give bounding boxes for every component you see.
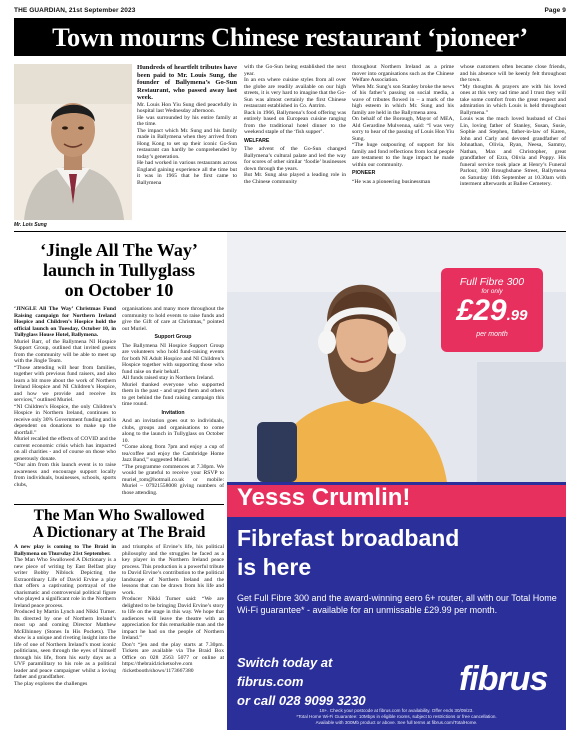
jingle-headline <box>14 240 224 300</box>
main-story-para: Mr. Louis Hon Yiu Sung died peacefully in hospital last Wednesday afternoon. <box>137 101 237 115</box>
jingle-para: The Ballymena NI Hospice Support Group are volunteers who hold fund-raising events for both NI Adult Hospice and NI Children’s Hospice together with supporting those who fund raise on their behalf. <box>122 342 224 375</box>
small-print-line: Available with 300Mb product or above. See full terms at fibrus.com/TotalHome. <box>315 720 478 725</box>
main-story-col4 <box>460 64 566 234</box>
main-story-para: Louis was the much loved husband of Choi Lin, loving father of Stanley, Susan, Susie, Sophie and Stephen, father-in-law of Karen, John and Carly and devoted grandfather of Johnathan, Olivia, Ryan, Neesa, Sammy, Nathan, Max and Christopher, great grandfather of Ezra, Olivia and Poppy. His funeral service took place at Henry’s Funeral Parlour, 100 Broughshane Street, Ballymena on Saturday 16th September at 10.30am with interment afterwards at Ballee Cemetery. <box>460 116 566 187</box>
main-story-lead: Hundreds of heartfelt tributes have been paid to Mr. Louis Sung, the founder of Ballymena’s Go-Sun Restaurant, who passed away last week. <box>137 64 237 102</box>
main-story-para: “The huge outpouring of support for his family and fond reflections from local people are testament to the huge impact he made within our community. <box>352 142 454 168</box>
jingle-para: “Come along from 7pm and enjoy a cup of tea/coffee and enjoy the Cambridge Home Jazz Band,” suggested Muriel. <box>122 444 224 463</box>
main-story-subhead: PIONEER <box>352 170 376 176</box>
main-story-col1 <box>137 64 237 234</box>
jingle-headline-line: on October 10 <box>64 280 174 300</box>
switch-phone: or call 028 9099 3230 <box>237 693 366 708</box>
price-for-only: for only <box>481 288 503 295</box>
small-print-line: 18+. Check your postcode at fibrus.com for availability. Offer ends 30/09/23. <box>319 708 474 713</box>
main-story-para: But Mr. Sung also played a leading role in the Chinese community <box>244 172 346 185</box>
braid-col-b <box>122 544 224 730</box>
braid-para: The play explores the challenges <box>14 680 88 687</box>
jingle-col-b <box>122 306 224 502</box>
price-amount <box>441 296 543 331</box>
jingle-para: “NI Children’s Hospice, the only Children’s Hospice in Northern Ireland, continues to receive only 30% Government funding and is dependent on donations to make up the shortfall.” <box>14 403 116 436</box>
main-story-para: He had worked in various restaurants across England gaining experience all the time but it was in 1965 that he first came to Ballymena <box>137 160 237 186</box>
braid-lead: A new play is coming to The Braid in Ballymena on Thursday 21st September. <box>14 544 116 557</box>
photo-caption: Mr. Lois Sung <box>14 222 47 228</box>
jingle-subhead: Support Group <box>154 334 192 340</box>
main-story-para: When Mr. Sung’s son Stanley broke the news of his father’s passing on social media, a wave of tributes flowed in – a mark of the high esteem in which Mr. Sung and his family are held in the Ballymena area. <box>352 83 454 116</box>
advert-body: Get Full Fibre 300 and the award-winning eero 6+ router, all with our Total Home Wi-Fi guarantee* - available for an unmissable £29.99 per month. <box>237 593 557 615</box>
masthead <box>14 7 566 17</box>
jingle-col-a <box>14 306 116 502</box>
price-product: Full Fibre 300 <box>459 276 525 288</box>
price-pounds: £29 <box>456 294 507 327</box>
jingle-para: Muriel thanked everyone who supported them in the past - and urged them and others to get behind the fund raising campaign this time round. <box>122 381 224 407</box>
small-print-line: *Total Home Wi-Fi Guarantee: 10Mbps in eligible rooms, subject to restrictions or free cancellation. <box>296 714 497 719</box>
fibrus-logo: fibrus <box>459 660 548 698</box>
main-story-para: “My thoughts & prayers are with his loved ones at this very sad time and I trust they will take some comfort from the great respect and admiration in which Louis is held throughout Ballymena.” <box>460 83 566 116</box>
main-story-col2 <box>244 64 346 234</box>
main-story-para: “He was a pioneering businessman <box>352 178 431 185</box>
braid-headline <box>14 507 224 541</box>
main-story-col3 <box>352 64 454 234</box>
switch-line: Switch today at <box>237 655 333 670</box>
advert-small-print <box>233 708 560 726</box>
switch-cta <box>237 653 407 710</box>
jingle-para: All funds raised stay in Northern Ireland. <box>122 375 215 381</box>
main-story-subhead: WELFARE <box>244 137 270 144</box>
fibrefast-line: Fibrefast broadband <box>237 525 460 551</box>
portrait-illustration <box>14 64 132 220</box>
main-story-para: with the Go-Sun being established the next year. <box>244 64 346 77</box>
portrait-photo <box>14 64 132 220</box>
braid-col-a <box>14 544 116 730</box>
fibrefast-line: is here <box>237 554 312 580</box>
fibrefast-headline <box>237 524 557 582</box>
price-pence: .99 <box>506 307 528 324</box>
jingle-para: Muriel recalled the effects of COVID and the current economic crisis which has impacted on all charities - and of course on those who generously donate. <box>14 436 116 462</box>
braid-para: and triumphs of Ervine’s life, his political philosophy and the struggles he faced as a key player in the Northern Ireland peace process. This production is a powerful tribute to David Ervine’s contribution to the political landscape of Northern Ireland and the lessons that can be drawn from his life and work. <box>122 544 224 596</box>
main-story-para: He was surrounded by his entire family at the time. <box>137 114 237 128</box>
page-number: Page 9 <box>544 7 566 14</box>
braid-para: The Man Who Swallowed A Dictionary is a new piece of writing by East Belfast play writer Bobby Niblock Depicting the Extraordinary Life of David Ervine a play that offers a captivating portrayal of the charismatic and controversial political figure who played a significant role in the Northern Ireland peace process. <box>14 557 116 609</box>
section-divider <box>14 504 224 505</box>
jingle-para: Muriel Barr, of the Ballymena NI Hospice Support Group, outlined that invited guests from the community will be able to meet up with the Jingle Team. <box>14 338 116 364</box>
switch-url: fibrus.com <box>237 674 304 689</box>
yess-crumlin-text: Yesss Crumlin! <box>237 484 411 511</box>
jingle-headline-line: ‘Jingle All The Way’ <box>40 240 198 260</box>
main-story-para: whose customers often became close friends, and his absence will be keenly felt throughout the town. <box>460 64 566 83</box>
braid-headline-line: A Dictionary at The Braid <box>32 524 206 541</box>
braid-para: Don’t “jen and the play starts at 7.30pm. Tickets are available via The Braid Box Office on 028 2563 5077 or online at https://thebraid.ticketsolve.com /ticketbooth/shows/1173667380 <box>122 641 224 674</box>
jingle-subhead: Invitation <box>161 409 185 416</box>
main-story-para: Back in 1966, Ballymena’s food offering was entirely based on European cuisine ranging from the traditional hotel dinner to the weekend staple of the ‘fish supper’. <box>244 109 346 135</box>
braid-para: Producer Nikki Turner said: “We are delighted to be bringing David Ervine’s story to life on the stage in this way. We hope that audiences will leave the theatre with an appreciation for this remarkable man and the impact he had on the people of Northern Ireland.” <box>122 596 224 641</box>
paper-dateline: THE GUARDIAN, 21st September 2023 <box>14 7 136 14</box>
main-headline: Town mourns Chinese restaurant ‘pioneer’ <box>14 18 566 56</box>
braid-para: Produced by Martin Lynch and Nikki Turner. Its directed by one of Northern Ireland’s most up and coming Director Matthew McElhinney (Stones In His Pockets). The show is a unique and riveting insight into the life of one of Northern Ireland’s most iconic politicians, seen through the eyes of himself through his life, from his early days as a UVF paramilitary to his role as a political leader and peace campaigner whilst a loving father and grandfather. <box>14 609 116 680</box>
price-badge <box>441 268 543 352</box>
jingle-para: “Our aim from this launch event is to raise awareness and encourage support locally from individuals, businesses, schools, sports clubs, <box>14 462 116 488</box>
price-period: per month <box>476 331 508 338</box>
main-story-para: throughout Northern Ireland as a prime mover into organisations such as the Chinese Welfare Association. <box>352 64 454 83</box>
jingle-lead: ‘JINGLE All The Way’ Christmas Fund Raising campaign for Northern Ireland Hospice and Children’s Hospice hold the official launch on Tuesday, October 10, in Tullyglass House Hotel, Ballymena. <box>14 306 116 338</box>
main-story-para: On behalf of the Borough, Mayor of MEA, Ald Gerardine Mulvenna, said: “I was very sorry to hear of the passing of Louis Hon Yiu Sung. <box>352 116 454 142</box>
fibrus-advert <box>227 232 566 730</box>
jingle-para: And an invitation goes out to individuals, clubs, groups and organisations to come along to the launch in Tullyglass on October 10. <box>122 418 224 444</box>
jingle-para: “The programme commences at 7.30pm. We would be grateful to receive your RSVP to muriel_tom@hotmail.co.uk or mobile: Muriel – 07921558008 giving numbers of those attending. <box>122 463 224 496</box>
braid-headline-line: The Man Who Swallowed <box>33 507 205 524</box>
jingle-para: “Those attending will hear from families, together with previous fund raisers, and also learn a bit more about the work of Northern Ireland Hospice and NI Children’s Hospice, and how we provide and receive its services,” outlined Muriel. <box>14 364 116 403</box>
main-story-para: The impact which Mr. Sung and his family made in Ballymena when they arrived from Hong Kong to set up their iconic Go-Sun restaurant can hardly be comprehended by today’s generation. <box>137 127 237 160</box>
main-story-para: In an era where cuisine styles from all over the globe are readily available on our high streets, it is very hard to imagine that the Go-Sun was almost certainly the first Chinese restaurant established in Co. Antrim. <box>244 77 346 109</box>
jingle-headline-line: launch in Tullyglass <box>42 260 196 280</box>
jingle-para: organisations and many more throughout the community to hold events to raise funds and give the Gift of care at Christmas,” pointed out Muriel. <box>122 306 224 332</box>
main-story-para: The advent of the Go-Sun changed Ballymena’s cultural palate and led the way for scores of other similar ‘foodie’ businesses down through the years. <box>244 146 346 172</box>
